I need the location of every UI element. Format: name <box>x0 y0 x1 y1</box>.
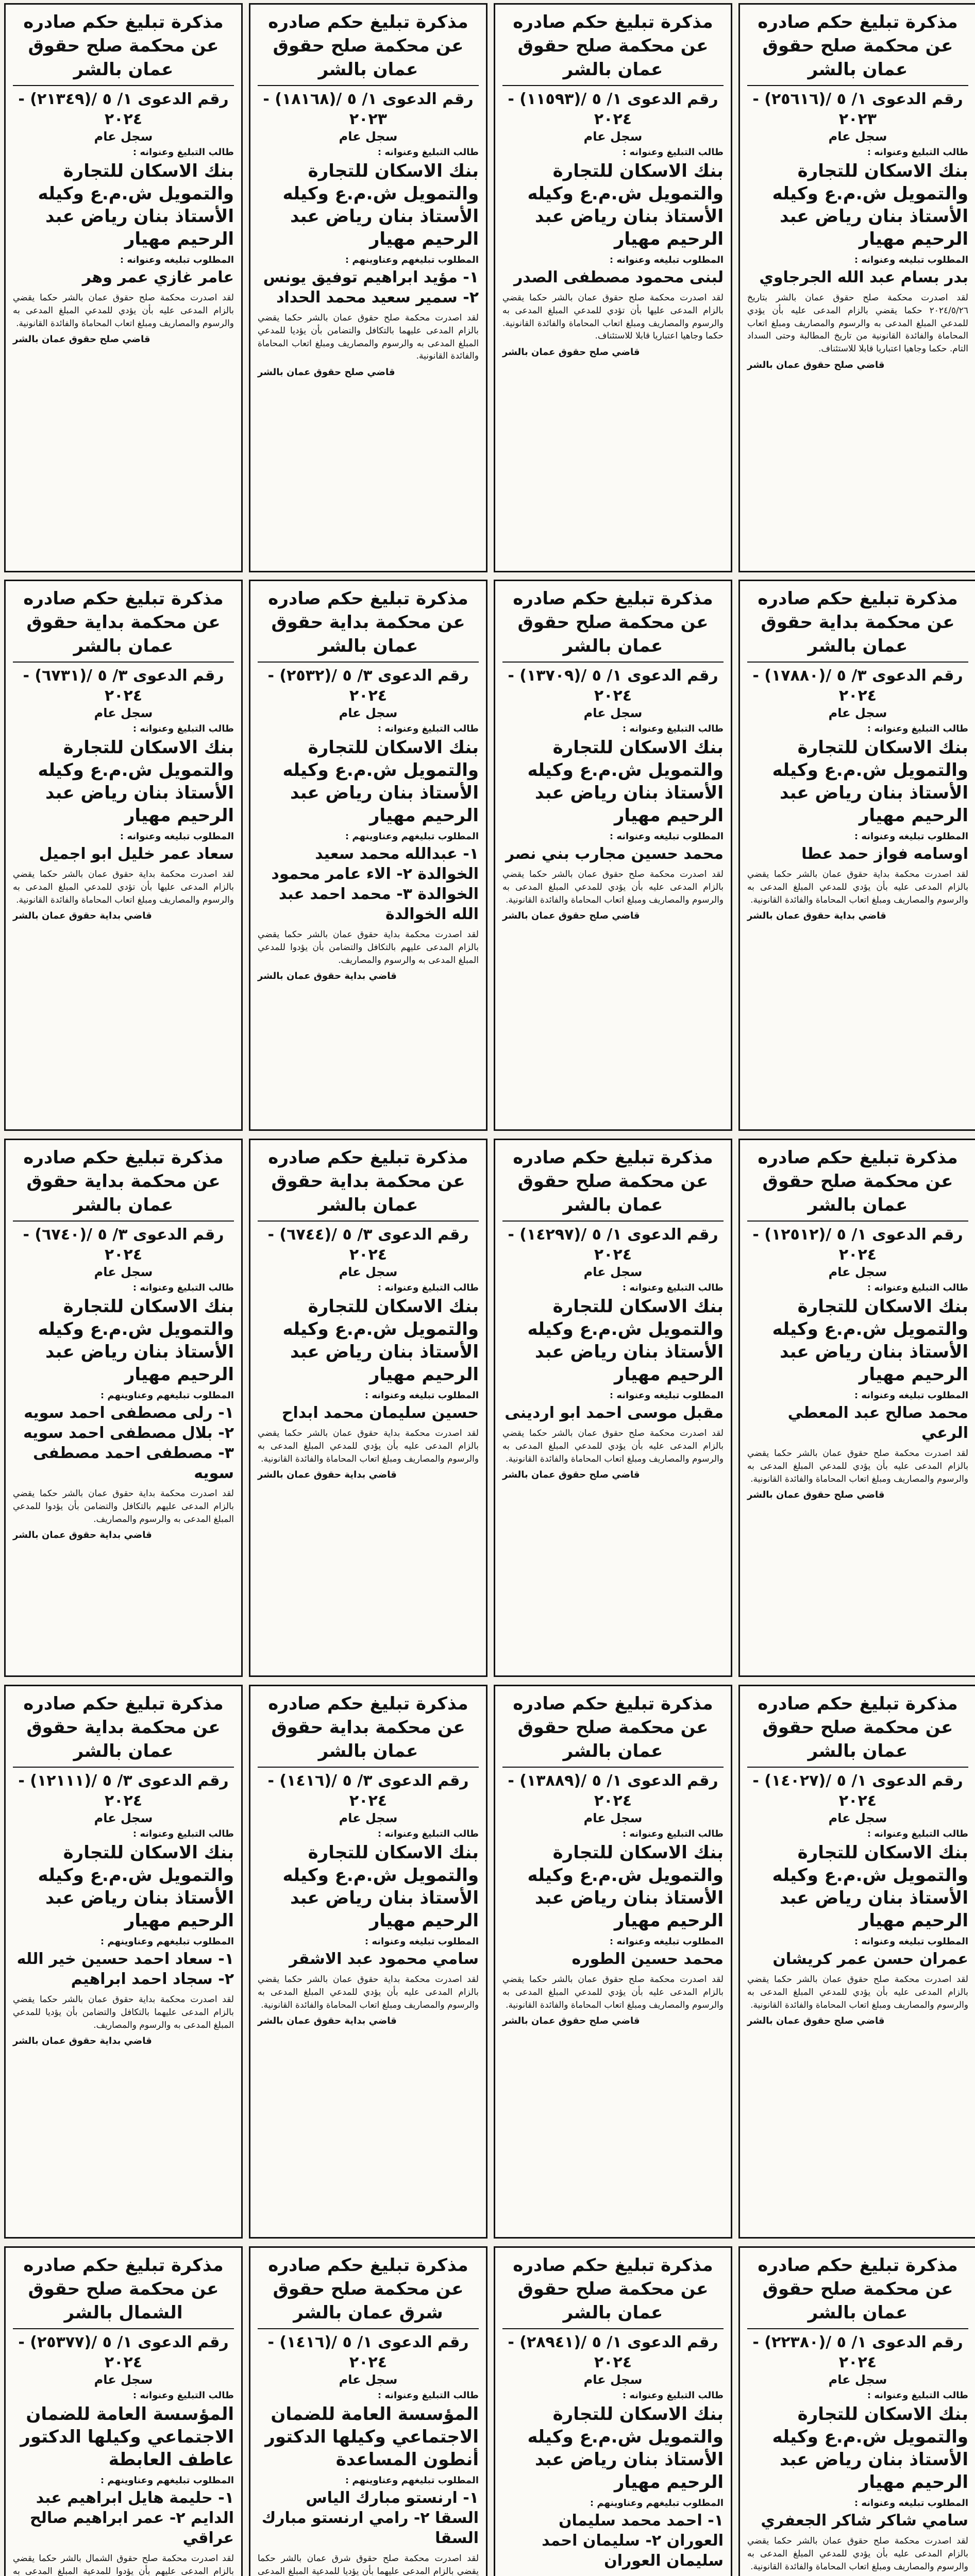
requester-label: طالب التبليغ وعنوانه : <box>622 1828 724 1839</box>
respondent-name: سامي شاكر شاكر الجعفري <box>761 2512 968 2530</box>
requester-label: طالب التبليغ وعنوانه : <box>377 146 479 158</box>
respondent-label: المطلوب تبليغه وعنوانه : <box>120 831 234 842</box>
court-notice <box>249 2246 488 2576</box>
notice-heading: مذكرة تبليغ حكم صادره عن محكمة بداية حقوق عمان بالشر <box>258 1146 479 1222</box>
case-number: رقم الدعوى ١/ ٥ /(١٨١٦٨) - ٢٠٢٣ <box>263 90 474 128</box>
court-notice <box>249 1139 488 1677</box>
respondent-name: ١- ارنستو مبارك الياس السقا ٢- رامي ارنستو مبارك السقا <box>261 2489 479 2548</box>
requester-label: طالب التبليغ وعنوانه : <box>622 1282 724 1293</box>
case-number: رقم الدعوى ٣/ ٥ /(١٢١١١) - ٢٠٢٤ <box>18 1771 229 1810</box>
respondent-name: عمران حسن عمر كريشان <box>772 1950 968 1969</box>
respondent-label: المطلوب تبليغه وعنوانه : <box>854 1936 968 1947</box>
judge-signature: قاضي صلح حقوق عمان بالشر <box>502 346 640 358</box>
requester-label: طالب التبليغ وعنوانه : <box>867 1828 968 1839</box>
requester-label: طالب التبليغ وعنوانه : <box>132 1282 234 1293</box>
record-type: سجل عام <box>94 1810 153 1825</box>
notice-heading: مذكرة تبليغ حكم صادره عن محكمة صلح حقوق عمان بالشر <box>502 587 724 663</box>
court-notice <box>249 580 488 1131</box>
notice-body: لقد اصدرت محكمة بداية حقوق عمان بالشر حكما يقضي بالزام المدعى عليه بأن يؤدي للمدعي المبلغ المدعى به والرسوم والمصاريف ومبلغ اتعاب المحاماة والفائدة القانونية. <box>747 869 968 905</box>
case-number: رقم الدعوى ٣/ ٥ /(١٧٨٨٠) - ٢٠٢٤ <box>752 666 963 705</box>
notice-heading: مذكرة تبليغ حكم صادره عن محكمة بداية حقوق عمان بالشر <box>13 1692 234 1768</box>
notice-body: لقد اصدرت محكمة صلح حقوق عمان بالشر حكما يقضي بالزام المدعى عليه بأن يؤدي للمدعي المبلغ المدعى به والرسوم والمصاريف ومبلغ اتعاب المحاماة والفائدة القانونية. <box>747 1448 968 1484</box>
requester-name: بنك الاسكان للتجارة والتمويل ش.م.ع وكيله الأستاذ بنان رياض عبد الرحيم مهيار <box>527 1296 724 1385</box>
notice-heading: مذكرة تبليغ حكم صادره عن محكمة صلح حقوق عمان بالشر <box>502 1692 724 1768</box>
respondent-label: المطلوب تبليغهم وعناوينهم : <box>100 2475 234 2486</box>
record-type: سجل عام <box>828 1810 887 1825</box>
record-type: سجل عام <box>583 1810 643 1825</box>
notice-heading: مذكرة تبليغ حكم صادره عن محكمة بداية حقوق عمان بالشر <box>13 1146 234 1222</box>
requester-name: بنك الاسكان للتجارة والتمويل ش.م.ع وكيله الأستاذ بنان رياض عبد الرحيم مهيار <box>772 1296 968 1385</box>
case-number: رقم الدعوى ٣/ ٥ /(٦٧٤٠) - ٢٠٢٤ <box>23 1225 224 1264</box>
judge-signature: قاضي صلح حقوق عمان بالشر <box>258 366 395 378</box>
case-number: رقم الدعوى ١/ ٥ /(١٤٠٢٧) - ٢٠٢٤ <box>752 1771 963 1810</box>
case-number: رقم الدعوى ٣/ ٥ /(٢٥٣٢) - ٢٠٢٤ <box>267 666 469 705</box>
case-number: رقم الدعوى ١/ ٥ /(١٣٨٨٩) - ٢٠٢٤ <box>508 1771 718 1810</box>
record-type: سجل عام <box>583 129 643 144</box>
case-number: رقم الدعوى ١/ ٥ /(١٤٢٩٧) - ٢٠٢٤ <box>508 1225 718 1264</box>
court-notice <box>738 1139 975 1677</box>
case-number: رقم الدعوى ٣/ ٥ /(٦٧٣١) - ٢٠٢٤ <box>23 666 224 705</box>
case-number: رقم الدعوى ١/ ٥ /(١٣٧٠٩) - ٢٠٢٤ <box>508 666 718 705</box>
court-notice <box>249 3 488 572</box>
record-type: سجل عام <box>339 1264 398 1279</box>
respondent-name: عامر غازي عمر وهر <box>82 268 234 287</box>
record-type: سجل عام <box>828 705 887 720</box>
requester-name: المؤسسة العامة للضمان الاجتماعي وكيلها الدكتور أنطون المساعدة <box>265 2403 479 2470</box>
notice-body: لقد اصدرت محكمة بداية حقوق عمان بالشر حكما يقضي بالزام المدعى عليهم بالتكافل والتضامن بأن يؤدوا للمدعي المبلغ المدعى به والرسوم والمصاريف. <box>258 929 479 965</box>
respondent-name: ١- حليمة هايل ابراهيم عبد الدايم ٢- عمر ابراهيم صالح عراقي <box>30 2489 234 2548</box>
requester-name: بنك الاسكان للتجارة والتمويل ش.م.ع وكيله الأستاذ بنان رياض عبد الرحيم مهيار <box>772 1842 968 1931</box>
notice-body: لقد اصدرت محكمة بداية حقوق عمان بالشر حكما يقضي بالزام المدعى عليها بأن تؤدي للمدعي المبلغ المدعى به والرسوم والمصاريف ومبلغ اتعاب المحاماة والفائدة القانونية. <box>13 869 234 905</box>
respondent-name: ١- عبدالله محمد سعيد الخوالدة ٢- الاء عامر محمود الخوالدة ٣- محمد احمد عبد الله الخوالدة <box>271 845 479 924</box>
requester-label: طالب التبليغ وعنوانه : <box>867 723 968 734</box>
respondent-label: المطلوب تبليغهم وعناوينهم : <box>345 831 479 842</box>
judge-signature: قاضي بداية حقوق عمان بالشر <box>13 2036 152 2047</box>
respondent-name: بدر بسام عبد الله الجرجاوي <box>759 268 968 287</box>
respondent-label: المطلوب تبليغه وعنوانه : <box>364 1936 479 1947</box>
notice-body: لقد اصدرت محكمة صلح حقوق عمان بالشر حكما يقضي بالزام المدعى عليه بأن يؤدي للمدعي المبلغ المدعى به والرسوم والمصاريف ومبلغ اتعاب المحاماة والفائدة القانونية. <box>502 1974 724 2010</box>
notice-heading: مذكرة تبليغ حكم صادره عن محكمة صلح حقوق شرق عمان بالشر <box>258 2254 479 2329</box>
notice-heading: مذكرة تبليغ حكم صادره عن محكمة بداية حقوق عمان بالشر <box>258 1692 479 1768</box>
court-notice <box>738 1685 975 2239</box>
notice-heading: مذكرة تبليغ حكم صادره عن محكمة صلح حقوق عمان بالشر <box>502 1146 724 1222</box>
court-notice <box>4 2246 243 2576</box>
notice-heading: مذكرة تبليغ حكم صادره عن محكمة صلح حقوق عمان بالشر <box>747 1692 968 1768</box>
judge-signature: قاضي صلح حقوق عمان بالشر <box>747 359 885 370</box>
requester-name: بنك الاسكان للتجارة والتمويل ش.م.ع وكيله الأستاذ بنان رياض عبد الرحيم مهيار <box>38 1842 234 1931</box>
requester-label: طالب التبليغ وعنوانه : <box>132 1828 234 1839</box>
judge-signature: قاضي بداية حقوق عمان بالشر <box>258 2015 397 2027</box>
court-notice <box>494 2246 732 2576</box>
court-notice <box>4 580 243 1131</box>
requester-label: طالب التبليغ وعنوانه : <box>867 1282 968 1293</box>
judge-signature: قاضي بداية حقوق عمان بالشر <box>258 1469 397 1481</box>
record-type: سجل عام <box>339 2372 398 2387</box>
record-type: سجل عام <box>583 1264 643 1279</box>
respondent-label: المطلوب تبليغه وعنوانه : <box>854 831 968 842</box>
court-notice <box>4 1139 243 1677</box>
requester-label: طالب التبليغ وعنوانه : <box>377 2389 479 2401</box>
notice-heading: مذكرة تبليغ حكم صادره عن محكمة صلح حقوق عمان بالشر <box>747 1146 968 1222</box>
court-notice <box>249 1685 488 2239</box>
record-type: سجل عام <box>94 2372 153 2387</box>
court-notice <box>738 2246 975 2576</box>
requester-label: طالب التبليغ وعنوانه : <box>132 146 234 158</box>
judge-signature: قاضي صلح حقوق عمان بالشر <box>747 1489 885 1501</box>
judge-signature: قاضي صلح حقوق عمان بالشر <box>747 2015 885 2027</box>
respondent-label: المطلوب تبليغه وعنوانه : <box>364 1390 479 1401</box>
case-number: رقم الدعوى ١/ ٥ /(١٢٥١٢) - ٢٠٢٤ <box>752 1225 963 1264</box>
respondent-name: ١- سعاد احمد حسين خير الله ٢- سجاد احمد ابراهيم <box>16 1950 234 1989</box>
notice-body: لقد اصدرت محكمة بداية حقوق عمان بالشر حكما يقضي بالزام المدعى عليه بأن يؤدي للمدعي المبلغ المدعى به والرسوم والمصاريف ومبلغ اتعاب المحاماة والفائدة القانونية. <box>258 1974 479 2010</box>
respondent-name: حسين سليمان محمد ابداح <box>281 1404 479 1422</box>
respondent-name: لبنى محمود مصطفى الصدر <box>514 268 724 287</box>
requester-name: بنك الاسكان للتجارة والتمويل ش.م.ع وكيله الأستاذ بنان رياض عبد الرحيم مهيار <box>527 2403 724 2493</box>
requester-name: بنك الاسكان للتجارة والتمويل ش.م.ع وكيله الأستاذ بنان رياض عبد الرحيم مهيار <box>772 737 968 826</box>
respondent-label: المطلوب تبليغه وعنوانه : <box>120 255 234 266</box>
requester-name: بنك الاسكان للتجارة والتمويل ش.م.ع وكيله الأستاذ بنان رياض عبد الرحيم مهيار <box>772 160 968 250</box>
requester-name: بنك الاسكان للتجارة والتمويل ش.م.ع وكيله الأستاذ بنان رياض عبد الرحيم مهيار <box>38 737 234 826</box>
judge-signature: قاضي صلح حقوق عمان بالشر <box>502 1469 640 1481</box>
case-number: رقم الدعوى ٣/ ٥ /(١٤١٦) - ٢٠٢٤ <box>267 1771 469 1810</box>
respondent-label: المطلوب تبليغه وعنوانه : <box>609 1936 724 1947</box>
notice-body: لقد اصدرت محكمة صلح حقوق عمان بالشر حكما يقضي بالزام المدعى عليه بأن يؤدي للمدعي المبلغ المدعى به والرسوم والمصاريف ومبلغ اتعاب المحاماة والفائدة القانونية. <box>747 1974 968 2010</box>
court-notice <box>4 3 243 572</box>
case-number: رقم الدعوى ١/ ٥ /(٢١٣٤٩) - ٢٠٢٤ <box>18 90 229 128</box>
notice-heading: مذكرة تبليغ حكم صادره عن محكمة صلح حقوق عمان بالشر <box>747 11 968 86</box>
respondent-name: محمد حسين الطوره <box>571 1950 724 1969</box>
requester-label: طالب التبليغ وعنوانه : <box>622 2389 724 2401</box>
court-notice <box>494 580 732 1131</box>
notice-body: لقد اصدرت محكمة صلح حقوق عمان بالشر حكما يقضي بالزام المدعى عليهما بالتكافل والتضامن بأن يؤديا للمدعي المبلغ المدعى به والرسوم والمصاريف ومبلغ اتعاب المحاماة والفائدة القانونية. <box>258 313 479 362</box>
respondent-name: ١- احمد محمد سليمان العوران ٢- سليمان احمد سليمان العوران <box>542 2512 724 2570</box>
notice-heading: مذكرة تبليغ حكم صادره عن محكمة صلح حقوق عمان بالشر <box>13 11 234 86</box>
judge-signature: قاضي صلح حقوق عمان بالشر <box>502 2015 640 2027</box>
respondent-name: سعاد عمر خليل ابو اجميل <box>39 845 234 863</box>
respondent-name: محمد صالح عبد المعطي الرعي <box>787 1404 968 1443</box>
record-type: سجل عام <box>94 1264 153 1279</box>
judge-signature: قاضي بداية حقوق عمان بالشر <box>13 1530 152 1541</box>
requester-name: بنك الاسكان للتجارة والتمويل ش.م.ع وكيله الأستاذ بنان رياض عبد الرحيم مهيار <box>282 160 479 250</box>
case-number: رقم الدعوى ١/ ٥ /(٢٢٣٨٠) - ٢٠٢٤ <box>752 2333 963 2371</box>
respondent-label: المطلوب تبليغهم وعناوينهم : <box>100 1390 234 1401</box>
notice-body: لقد اصدرت محكمة صلح حقوق عمان بالشر حكما يقضي بالزام المدعى عليه بأن يؤدي للمدعي المبلغ المدعى به والرسوم والمصاريف ومبلغ اتعاب المحاماة والفائدة القانونية. <box>502 1428 724 1464</box>
requester-name: بنك الاسكان للتجارة والتمويل ش.م.ع وكيله الأستاذ بنان رياض عبد الرحيم مهيار <box>772 2403 968 2493</box>
notice-heading: مذكرة تبليغ حكم صادره عن محكمة بداية حقوق عمان بالشر <box>13 587 234 663</box>
notice-body: لقد اصدرت محكمة صلح حقوق عمان بالشر بتاريخ ٢٠٢٤/٥/٢٦ حكما يقضي بالزام المدعى عليه بأن يؤدي للمدعي المبلغ المدعى به والرسوم والمصاريف ومبلغ اتعاب المحاماة والفائدة القانونية من تاريخ المطالبة وحتى السداد التام. حكما وجاهيا اعتباريا قابلا للاستئناف. <box>747 293 968 354</box>
record-type: سجل عام <box>583 2372 643 2387</box>
respondent-label: المطلوب تبليغه وعنوانه : <box>609 1390 724 1401</box>
respondent-name: ١- رلى مصطفى احمد سويه ٢- بلال مصطفى احمد سويه ٣- مصطفى احمد مصطفى سويه <box>23 1404 234 1483</box>
record-type: سجل عام <box>583 705 643 720</box>
notice-heading: مذكرة تبليغ حكم صادره عن محكمة صلح حقوق الشمال بالشر <box>13 2254 234 2329</box>
requester-name: بنك الاسكان للتجارة والتمويل ش.م.ع وكيله الأستاذ بنان رياض عبد الرحيم مهيار <box>38 160 234 250</box>
respondent-label: المطلوب تبليغهم وعناوينهم : <box>100 1936 234 1947</box>
case-number: رقم الدعوى ١/ ٥ /(٢٥٣٧٧) - ٢٠٢٤ <box>18 2333 229 2371</box>
respondent-name: محمد حسين مجارب بني نصر <box>505 845 724 863</box>
requester-label: طالب التبليغ وعنوانه : <box>867 146 968 158</box>
requester-label: طالب التبليغ وعنوانه : <box>377 1828 479 1839</box>
notice-body: لقد اصدرت محكمة بداية حقوق عمان بالشر حكما يقضي بالزام المدعى عليه بأن يؤدي للمدعي المبلغ المدعى به والرسوم والمصاريف ومبلغ اتعاب المحاماة والفائدة القانونية. <box>258 1428 479 1464</box>
notice-heading: مذكرة تبليغ حكم صادره عن محكمة صلح حقوق عمان بالشر <box>502 2254 724 2329</box>
judge-signature: قاضي صلح حقوق عمان بالشر <box>13 334 150 345</box>
requester-name: بنك الاسكان للتجارة والتمويل ش.م.ع وكيله الأستاذ بنان رياض عبد الرحيم مهيار <box>282 1296 479 1385</box>
respondent-label: المطلوب تبليغهم وعناوينهم : <box>345 2475 479 2486</box>
notice-heading: مذكرة تبليغ حكم صادره عن محكمة بداية حقوق عمان بالشر <box>747 587 968 663</box>
notice-body: لقد اصدرت محكمة صلح حقوق عمان بالشر حكما يقضي بالزام المدعى عليه بأن يؤدي للمدعي المبلغ المدعى به والرسوم والمصاريف ومبلغ اتعاب المحاماة والفائدة القانونية. <box>13 293 234 329</box>
respondent-label: المطلوب تبليغهم وعناوينهم : <box>345 255 479 266</box>
respondent-name: ١- مؤيد ابراهيم توفيق يونس ٢- سمير سعيد محمد الحداد <box>263 268 479 307</box>
case-number: رقم الدعوى ١/ ٥ /(١٤١٦) - ٢٠٢٤ <box>267 2333 469 2371</box>
notice-heading: مذكرة تبليغ حكم صادره عن محكمة صلح حقوق عمان بالشر <box>258 11 479 86</box>
case-number: رقم الدعوى ١/ ٥ /(١١٥٩٣) - ٢٠٢٤ <box>508 90 718 128</box>
requester-label: طالب التبليغ وعنوانه : <box>622 146 724 158</box>
respondent-name: سامي محمود عبد الاشقر <box>289 1950 479 1969</box>
notice-body: لقد اصدرت محكمة صلح حقوق الشمال بالشر حكما يقضي بالزام المدعى عليهم بأن يؤدوا للمدعية المبلغ المدعى به <box>13 2553 234 2576</box>
court-notice <box>4 1685 243 2239</box>
requester-label: طالب التبليغ وعنوانه : <box>867 2389 968 2401</box>
respondent-label: المطلوب تبليغه وعنوانه : <box>854 255 968 266</box>
respondent-name: مقبل موسى احمد ابو اردينى <box>505 1404 724 1422</box>
notice-body: لقد اصدرت محكمة بداية حقوق عمان بالشر حكما يقضي بالزام المدعى عليهما بالتكافل والتضامن بأن يؤديا للمدعي المبلغ المدعى به والرسوم والمصاريف. <box>13 1994 234 2030</box>
record-type: سجل عام <box>339 129 398 144</box>
case-number: رقم الدعوى ١/ ٥ /(٢٨٩٤١) - ٢٠٢٤ <box>508 2333 718 2371</box>
notice-body: لقد اصدرت محكمة صلح حقوق شرق عمان بالشر حكما يقضي بالزام المدعى عليهما بأن يؤديا للمدعية المبلغ المدعى <box>258 2553 479 2576</box>
requester-name: بنك الاسكان للتجارة والتمويل ش.م.ع وكيله الأستاذ بنان رياض عبد الرحيم مهيار <box>282 1842 479 1931</box>
notice-body: لقد اصدرت محكمة صلح حقوق عمان بالشر حكما يقضي بالزام المدعى عليه بأن يؤدي للمدعي المبلغ المدعى به والرسوم والمصاريف ومبلغ اتعاب المحاماة والفائدة القانونية. <box>747 2536 968 2572</box>
record-type: سجل عام <box>339 705 398 720</box>
court-notice <box>738 580 975 1131</box>
judge-signature: قاضي صلح حقوق عمان بالشر <box>502 910 640 922</box>
notice-body: لقد اصدرت محكمة صلح حقوق عمان بالشر حكما يقضي بالزام المدعى عليها بأن تؤدي للمدعي المبلغ المدعى به والرسوم والمصاريف ومبلغ اتعاب المحاماة والفائدة القانونية. حكما وجاهيا اعتباريا قابلا للاستئناف. <box>502 293 724 342</box>
requester-label: طالب التبليغ وعنوانه : <box>132 723 234 734</box>
requester-label: طالب التبليغ وعنوانه : <box>377 1282 479 1293</box>
notice-body: لقد اصدرت محكمة صلح حقوق عمان بالشر حكما يقضي بالزام المدعى عليه بأن يؤدي للمدعي المبلغ المدعى به والرسوم والمصاريف ومبلغ اتعاب المحاماة والفائدة القانونية. <box>502 869 724 905</box>
requester-name: بنك الاسكان للتجارة والتمويل ش.م.ع وكيله الأستاذ بنان رياض عبد الرحيم مهيار <box>527 1842 724 1931</box>
judge-signature: قاضي بداية حقوق عمان بالشر <box>13 910 152 922</box>
requester-name: بنك الاسكان للتجارة والتمويل ش.م.ع وكيله الأستاذ بنان رياض عبد الرحيم مهيار <box>282 737 479 826</box>
court-notice <box>494 1139 732 1677</box>
requester-name: بنك الاسكان للتجارة والتمويل ش.م.ع وكيله الأستاذ بنان رياض عبد الرحيم مهيار <box>38 1296 234 1385</box>
requester-label: طالب التبليغ وعنوانه : <box>377 723 479 734</box>
respondent-label: المطلوب تبليغه وعنوانه : <box>609 831 724 842</box>
record-type: سجل عام <box>94 705 153 720</box>
court-notice <box>494 3 732 572</box>
notice-heading: مذكرة تبليغ حكم صادره عن محكمة صلح حقوق عمان بالشر <box>502 11 724 86</box>
respondent-label: المطلوب تبليغه وعنوانه : <box>609 255 724 266</box>
case-number: رقم الدعوى ٣/ ٥ /(٦٧٤٤) - ٢٠٢٤ <box>267 1225 469 1264</box>
notice-body: لقد اصدرت محكمة بداية حقوق عمان بالشر حكما يقضي بالزام المدعى عليهم بالتكافل والتضامن بأن يؤدوا للمدعي المبلغ المدعى به والرسوم والمصاريف. <box>13 1488 234 1524</box>
requester-name: بنك الاسكان للتجارة والتمويل ش.م.ع وكيله الأستاذ بنان رياض عبد الرحيم مهيار <box>527 737 724 826</box>
notice-heading: مذكرة تبليغ حكم صادره عن محكمة صلح حقوق عمان بالشر <box>747 2254 968 2329</box>
case-number: رقم الدعوى ١/ ٥ /(٢٥٦١٦) - ٢٠٢٣ <box>752 90 963 128</box>
requester-label: طالب التبليغ وعنوانه : <box>622 723 724 734</box>
court-notice <box>738 3 975 572</box>
judge-signature: قاضي بداية حقوق عمان بالشر <box>747 910 886 922</box>
record-type: سجل عام <box>828 129 887 144</box>
requester-name: المؤسسة العامة للضمان الاجتماعي وكيلها الدكتور عاطف العابطة <box>20 2403 234 2470</box>
notice-heading: مذكرة تبليغ حكم صادره عن محكمة بداية حقوق عمان بالشر <box>258 587 479 663</box>
record-type: سجل عام <box>828 1264 887 1279</box>
respondent-name: اوسامه فواز حمد عطا <box>801 845 968 863</box>
record-type: سجل عام <box>94 129 153 144</box>
respondent-label: المطلوب تبليغه وعنوانه : <box>854 1390 968 1401</box>
requester-name: بنك الاسكان للتجارة والتمويل ش.م.ع وكيله الأستاذ بنان رياض عبد الرحيم مهيار <box>527 160 724 250</box>
record-type: سجل عام <box>828 2372 887 2387</box>
requester-label: طالب التبليغ وعنوانه : <box>132 2389 234 2401</box>
court-notice <box>494 1685 732 2239</box>
respondent-label: المطلوب تبليغهم وعناوينهم : <box>590 2498 724 2509</box>
record-type: سجل عام <box>339 1810 398 1825</box>
respondent-label: المطلوب تبليغه وعنوانه : <box>854 2498 968 2509</box>
judge-signature: قاضي بداية حقوق عمان بالشر <box>258 971 397 982</box>
